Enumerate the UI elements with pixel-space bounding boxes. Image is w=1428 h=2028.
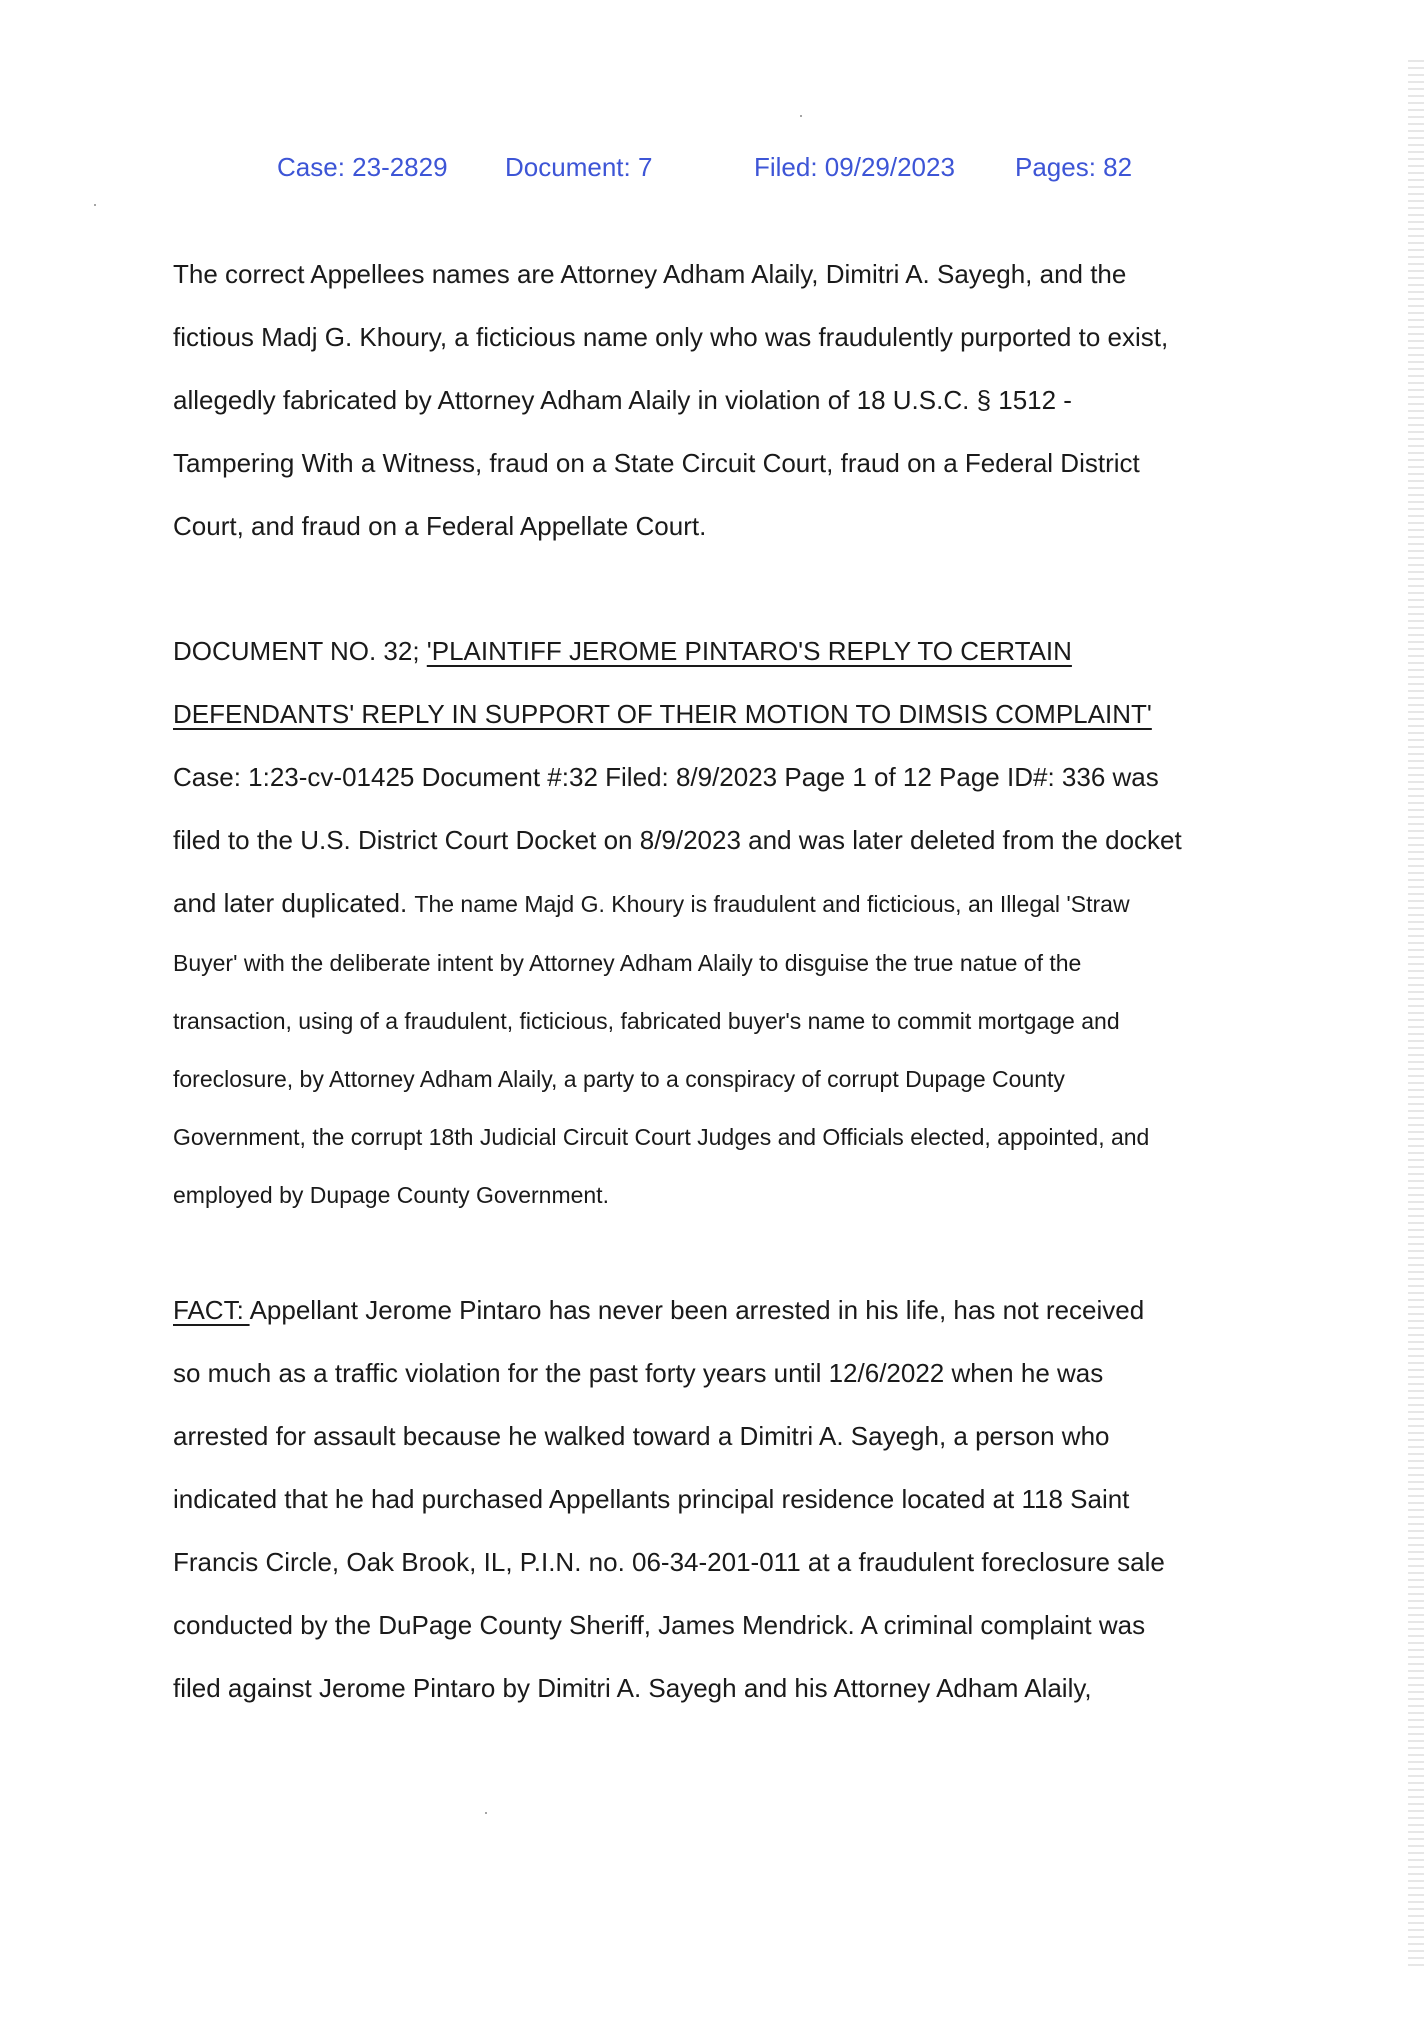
text-line: fictious Madj G. Khoury, a ficticious name only who was fraudulently purported to exist, — [173, 322, 1169, 352]
text-line: arrested for assault because he walked toward a Dimitri A. Sayegh, a person who — [173, 1421, 1110, 1451]
filing-header — [0, 152, 1428, 186]
text-span: Appellant Jerome Pintaro has never been arrested in his life, has not received — [249, 1295, 1145, 1325]
header-page-count: Pages: 82 — [1015, 152, 1133, 182]
header-document-number: Document: 7 — [505, 152, 653, 182]
text-line: indicated that he had purchased Appellants principal residence located at 118 Saint — [173, 1484, 1130, 1514]
text-line — [173, 1293, 1144, 1327]
text-line: foreclosure, by Attorney Adham Alaily, a party to a conspiracy of corrupt Dupage County — [173, 1066, 1065, 1092]
text-span: The name Majd G. Khoury is fraudulent and ficticious, an Illegal 'Straw — [414, 891, 1130, 917]
text-line: allegedly fabricated by Attorney Adham Alaily in violation of 18 U.S.C. § 1512 - — [173, 385, 1072, 415]
scan-speck — [94, 204, 96, 206]
text-line: employed by Dupage County Government. — [173, 1182, 609, 1208]
text-line: Francis Circle, Oak Brook, IL, P.I.N. no. 06-34-201-011 at a fraudulent foreclosure sale — [173, 1547, 1165, 1577]
scan-edge-noise — [1408, 60, 1424, 1970]
text-line: Court, and fraud on a Federal Appellate Court. — [173, 511, 707, 541]
text-line: The correct Appellees names are Attorney Adham Alaily, Dimitri A. Sayegh, and the — [173, 259, 1127, 289]
text-line: Government, the corrupt 18th Judicial Circuit Court Judges and Officials elected, appointed, and — [173, 1124, 1150, 1150]
text-span: and later duplicated. — [173, 888, 415, 918]
text-line: Case: 1:23-cv-01425 Document #:32 Filed: 8/9/2023 Page 1 of 12 Page ID#: 336 was — [173, 762, 1159, 792]
text-line — [173, 886, 1130, 921]
text-line: so much as a traffic violation for the past forty years until 12/6/2022 when he was — [173, 1358, 1104, 1388]
fact-label: FACT: — [173, 1295, 250, 1325]
document-title-underlined: 'PLAINTIFF JEROME PINTARO'S REPLY TO CERTAIN — [426, 636, 1072, 666]
text-line: filed against Jerome Pintaro by Dimitri A. Sayegh and his Attorney Adham Alaily, — [173, 1673, 1092, 1703]
header-case-number: Case: 23-2829 — [277, 152, 448, 182]
document-number-label: DOCUMENT NO. 32; — [173, 636, 427, 666]
text-line — [173, 634, 1072, 668]
scan-speck — [485, 1812, 487, 1814]
text-line: conducted by the DuPage County Sheriff, James Mendrick. A criminal complaint was — [173, 1610, 1146, 1640]
text-line: Tampering With a Witness, fraud on a State Circuit Court, fraud on a Federal District — [173, 448, 1140, 478]
document-title-underlined: DEFENDANTS' REPLY IN SUPPORT OF THEIR MOTION TO DIMSIS COMPLAINT' — [173, 699, 1152, 729]
scan-speck — [800, 115, 802, 117]
text-line: filed to the U.S. District Court Docket on 8/9/2023 and was later deleted from the docket — [173, 825, 1182, 855]
text-line: transaction, using of a fraudulent, ficticious, fabricated buyer's name to commit mortgage and — [173, 1008, 1120, 1034]
text-line: Buyer' with the deliberate intent by Attorney Adham Alaily to disguise the true natue of the — [173, 950, 1082, 976]
header-filed-date: Filed: 09/29/2023 — [754, 152, 955, 182]
